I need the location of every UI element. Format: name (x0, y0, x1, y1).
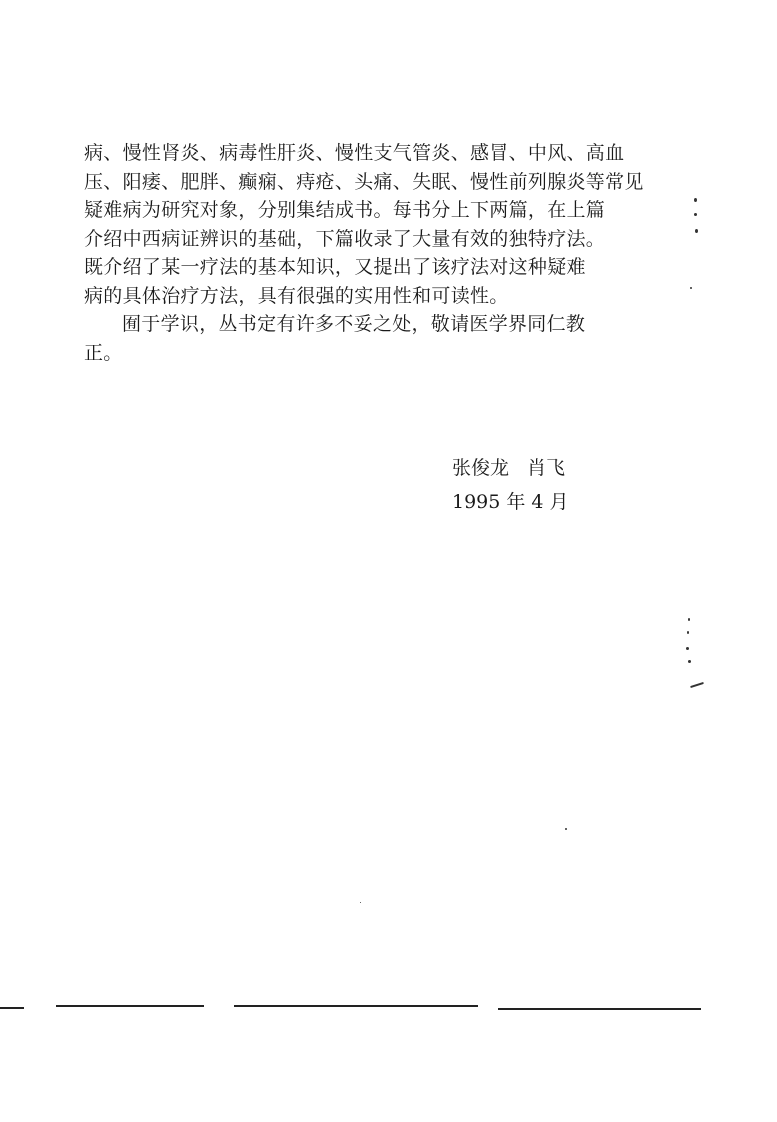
paragraph-line: 病、慢性肾炎、病毒性肝炎、慢性支气管炎、感冒、中风、高血 (84, 142, 625, 164)
footer-rule (0, 1007, 24, 1009)
paragraph-line: 既介绍了某一疗法的基本知识，又提出了该疗法对这种疑难 (84, 256, 586, 278)
signature-date: 1995 年 4 月 (452, 491, 569, 513)
scan-speck (688, 618, 690, 621)
scan-speck (694, 213, 697, 216)
preface-body (84, 139, 644, 367)
scan-speck (687, 631, 689, 634)
paragraph-line: 介绍中西病证辨识的基础，下篇收录了大量有效的独特疗法。 (84, 227, 606, 250)
scan-speck (690, 682, 704, 688)
author-name: 肖飞 (527, 457, 566, 479)
footer-rule (56, 1005, 204, 1007)
scan-speck (688, 660, 691, 663)
scan-speck (690, 287, 692, 289)
closing-line: 囿于学识，丛书定有许多不妥之处，敬请医学界同仁教 (122, 313, 586, 335)
footer-rule (234, 1005, 478, 1007)
author-names (452, 452, 569, 484)
paragraph-line: 疑难病为研究对象，分别集结成书。每书分上下两篇，在上篇 (84, 199, 606, 221)
scan-speck (695, 229, 698, 233)
scan-speck (694, 198, 697, 202)
footer-rule (498, 1008, 701, 1010)
paragraph-line: 压、阳痿、肥胖、癫痫、痔疮、头痛、失眠、慢性前列腺炎等常见 (84, 170, 644, 193)
paragraph-line: 病的具体治疗方法，具有很强的实用性和可读性。 (84, 284, 509, 307)
closing-line: 正。 (84, 341, 123, 364)
scan-speck (360, 902, 361, 903)
author-name: 张俊龙 (452, 457, 510, 479)
scan-speck (565, 828, 567, 830)
scan-speck (686, 647, 689, 650)
signature-block (452, 452, 569, 518)
